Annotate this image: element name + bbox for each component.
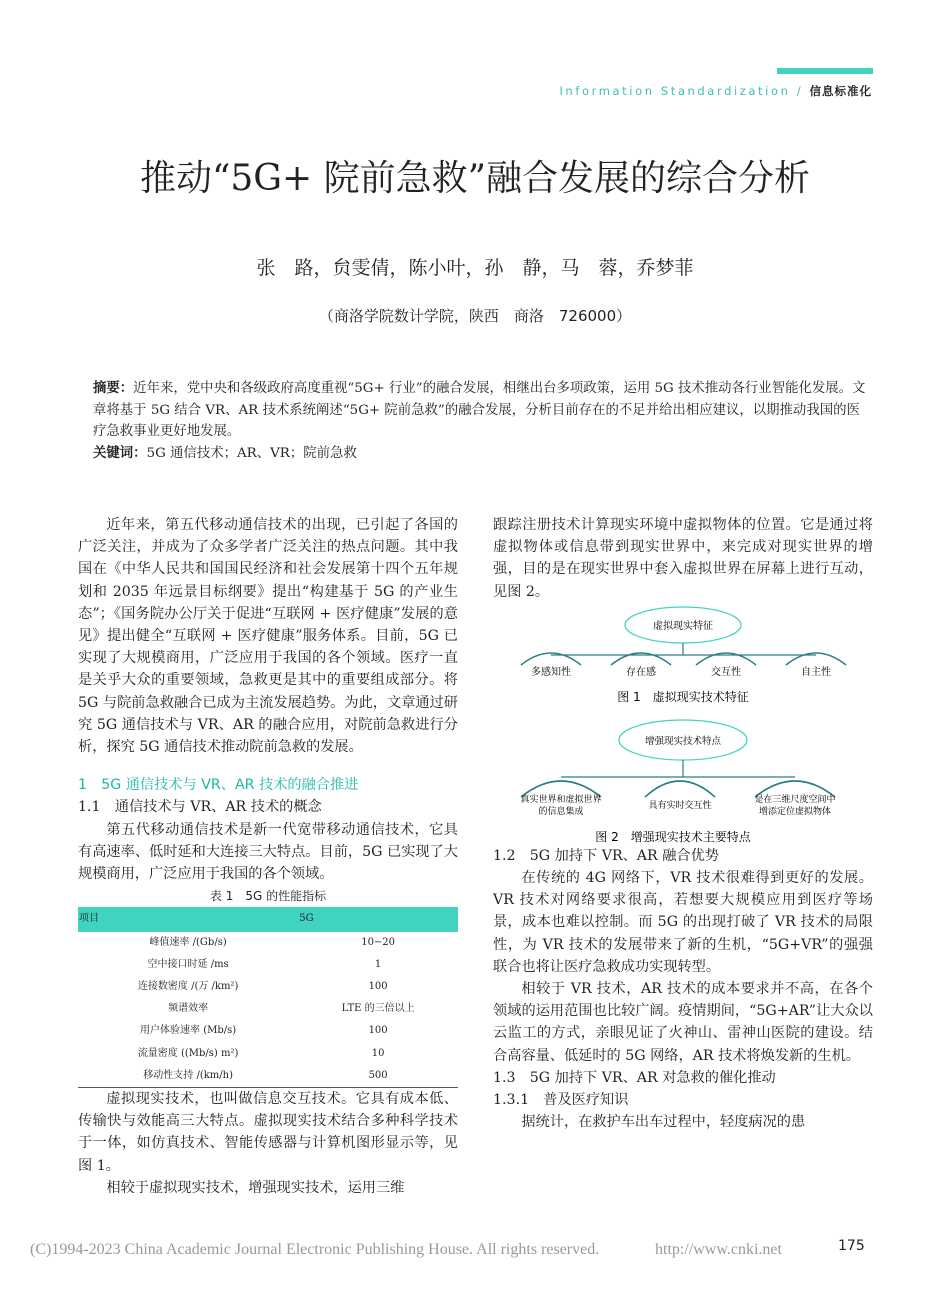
fig1-child-label: 自主性 [801, 666, 831, 678]
fig2-child-label: 真实世界和虚拟世界 [520, 794, 602, 805]
intro-paragraph: 近年来，第五代移动通信技术的出现，已引起了各国的广泛关注，并成为了众多学者广泛关注的热点问题。其中我国在《中华人民共和国国民经济和社会发展第十四个五年规划和 2035 年远景目标纲要》提出“构建基于 5G 的产业生态”；《国务院办公厅关于促进“互联网 + 医疗健康”发展的意见》提出健全“互联网 + 医疗健康”服务体系。目前，5G 已实现了大规模商用，广泛应用于我国的各个领域。医疗一直是关乎大众的重要领域，急救更是其中的重要组成部分。将 5G 与院前急救融合已成为主流发展趋势。为此，文章通过研究 5G 通信技术与 VR、AR 的融合应用，对院前急救进行分析，探究 5G 通信技术推动院前急救的发展。 [78, 517, 458, 756]
paragraph-vr: 虚拟现实技术，也叫做信息交互技术。它具有成本低、传输快与效能高三大特点。虚拟现实技术结合多种科学技术于一体，如仿真技术、智能传感器与计算机图形显示等，见图 1。 [78, 1091, 458, 1174]
abstract-text: 近年来，党中央和各级政府高度重视“5G+ 行业”的融合发展，相继出台多项政策，运用 5G 技术推动各行业智能化发展。文章将基于 5G 结合 VR、AR 技术系统阐述“5G+ 院前急救”的融合发展，分析目前存在的不足并给出相应建议，以期推动我国的医疗急救事业更好地发展。 [93, 381, 866, 439]
table-cell: 100 [368, 981, 388, 993]
table-cell: 连接数密度 /(万 /km²) [137, 981, 239, 993]
table-1-title: 表 1 5G 的性能指标 [209, 889, 327, 904]
table-cell: 移动性支持 /(km/h) [78, 1065, 298, 1088]
running-head-cn: 信息标准化 [809, 84, 872, 98]
running-head [559, 83, 872, 99]
authors: 张 路，贠雯倩，陈小叶，孙 静，马 蓉，乔梦菲 [256, 257, 694, 279]
table-row [78, 1020, 458, 1042]
fig2-arc [645, 781, 715, 797]
section-1-2-heading: 1.2 5G 加持下 VR、AR 融合优势 [493, 847, 719, 864]
paragraph-vr-advantage: 在传统的 4G 网络下，VR 技术很难得到更好的发展。VR 技术对网络要求很高，若想要大规模应用到医疗等场景，成本也难以控制。而 5G 的出现打破了 VR 技术的局限性，为 VR 技术的发展带来了新的生机，“5G+VR”的强强联合也将让医疗急救成功实现转型。 [493, 870, 873, 975]
fig1-root-label: 虚拟现实特征 [653, 620, 713, 632]
performance-table [78, 907, 458, 1088]
fig1-child-label: 交互性 [711, 666, 741, 678]
table-cell: 1 [374, 958, 382, 970]
copyright-notice: (C)1994-2023 China Academic Journal Electronic Publishing House. All rights reserved. [30, 1241, 600, 1258]
keywords-text: 5G 通信技术；AR、VR；院前急救 [146, 445, 357, 461]
fig1-caption: 图 1 虚拟现实技术特征 [617, 689, 749, 704]
table-row [78, 1065, 458, 1088]
abstract-label: 摘要： [93, 381, 134, 396]
paragraph-ar-cont: 跟踪注册技术计算现实环境中虚拟物体的位置。它是通过将虚拟物体或信息带到现实世界中，来完成对现实世界的增强，目的是在现实世界中套入虚拟世界在屏幕上进行互动，见图 2。 [493, 517, 873, 600]
right-column [493, 514, 873, 1133]
table-row [78, 998, 458, 1020]
left-column [78, 514, 458, 1199]
table-cell: 10−20 [361, 936, 396, 948]
paper-title: 推动“5G+ 院前急救”融合发展的综合分析 [139, 158, 811, 199]
section-1-3-1-heading: 1.3.1 普及医疗知识 [493, 1092, 629, 1109]
table-cell: 频谱效率 [168, 1003, 209, 1015]
running-head-sep: / [790, 84, 810, 98]
page-number: 175 [838, 1238, 865, 1254]
table-cell: 500 [298, 1065, 458, 1088]
section-1-heading: 1 5G 通信技术与 VR、AR 技术的融合推进 [78, 777, 359, 794]
figure-1-diagram [493, 605, 873, 705]
paragraph-ar-intro: 相较于虚拟现实技术，增强现实技术，运用三维 [106, 1179, 405, 1196]
table-header-cell: 5G [298, 907, 458, 931]
table-cell: 峰值速率 /(Gb/s) [149, 936, 227, 948]
paragraph-ar-advantage: 相较于 VR 技术，AR 技术的成本要求并不高，在各个领域的运用范围也比较广阔。疫情期间，“5G+AR”让大众以云监工的方式，亲眼见证了火神山、雷神山医院的建设。结合高容量、低延时的 5G 网络，AR 技术将焕发新的生机。 [493, 981, 873, 1064]
fig2-child-label: 增添定位虚拟物体 [758, 806, 832, 817]
running-head-en: Information Standardization [559, 84, 791, 98]
figure-2-diagram [493, 713, 873, 845]
cnki-link[interactable]: http://www.cnki.net [655, 1241, 782, 1258]
table-cell: LTE 的三倍以上 [341, 1003, 415, 1015]
fig1-child-label: 多感知性 [531, 666, 571, 678]
table-row [78, 976, 458, 998]
paragraph-statistics: 据统计，在救护车出车过程中，轻度病况的患 [521, 1114, 806, 1131]
table-row [78, 1043, 458, 1065]
table-row [78, 932, 458, 954]
table-header-row [78, 907, 458, 931]
keywords [93, 443, 867, 465]
paragraph-5g: 第五代移动通信技术是新一代宽带移动通信技术，它具有高速率、低时延和大连接三大特点。目前，5G 已实现了大规模商用，广泛应用于我国的各个领域。 [78, 821, 458, 883]
table-cell: 用户体验速率 (Mb/s) [140, 1025, 237, 1037]
abstract-block [93, 378, 867, 464]
fig2-caption: 图 2 增强现实技术主要特点 [595, 829, 751, 844]
table-cell: 流量密度 ((Mb/s) m²) [137, 1047, 239, 1059]
header-accent-bar [777, 68, 873, 74]
abstract [93, 378, 867, 443]
fig2-root-label: 增强现实技术特点 [644, 735, 722, 747]
table-cell: 空中接口时延 /ms [147, 958, 229, 970]
table-row [78, 954, 458, 976]
fig2-child-label: 具有实时交互性 [648, 800, 712, 811]
keywords-label: 关键词： [93, 445, 147, 461]
table-cell: 100 [368, 1025, 388, 1037]
fig1-child-label: 存在感 [626, 666, 656, 678]
section-1-3-heading: 1.3 5G 加持下 VR、AR 对急救的催化推动 [493, 1069, 776, 1086]
table-cell: 10 [371, 1047, 385, 1059]
section-1-1-heading: 1.1 通信技术与 VR、AR 技术的概念 [78, 799, 322, 816]
table-header-cell: 项目 [78, 907, 298, 931]
fig2-child-label: 是在三维尺度空间中 [754, 794, 836, 805]
affiliation: （商洛学院数计学院，陕西 商洛 726000） [318, 307, 632, 325]
fig2-child-label: 的信息集成 [538, 806, 584, 817]
